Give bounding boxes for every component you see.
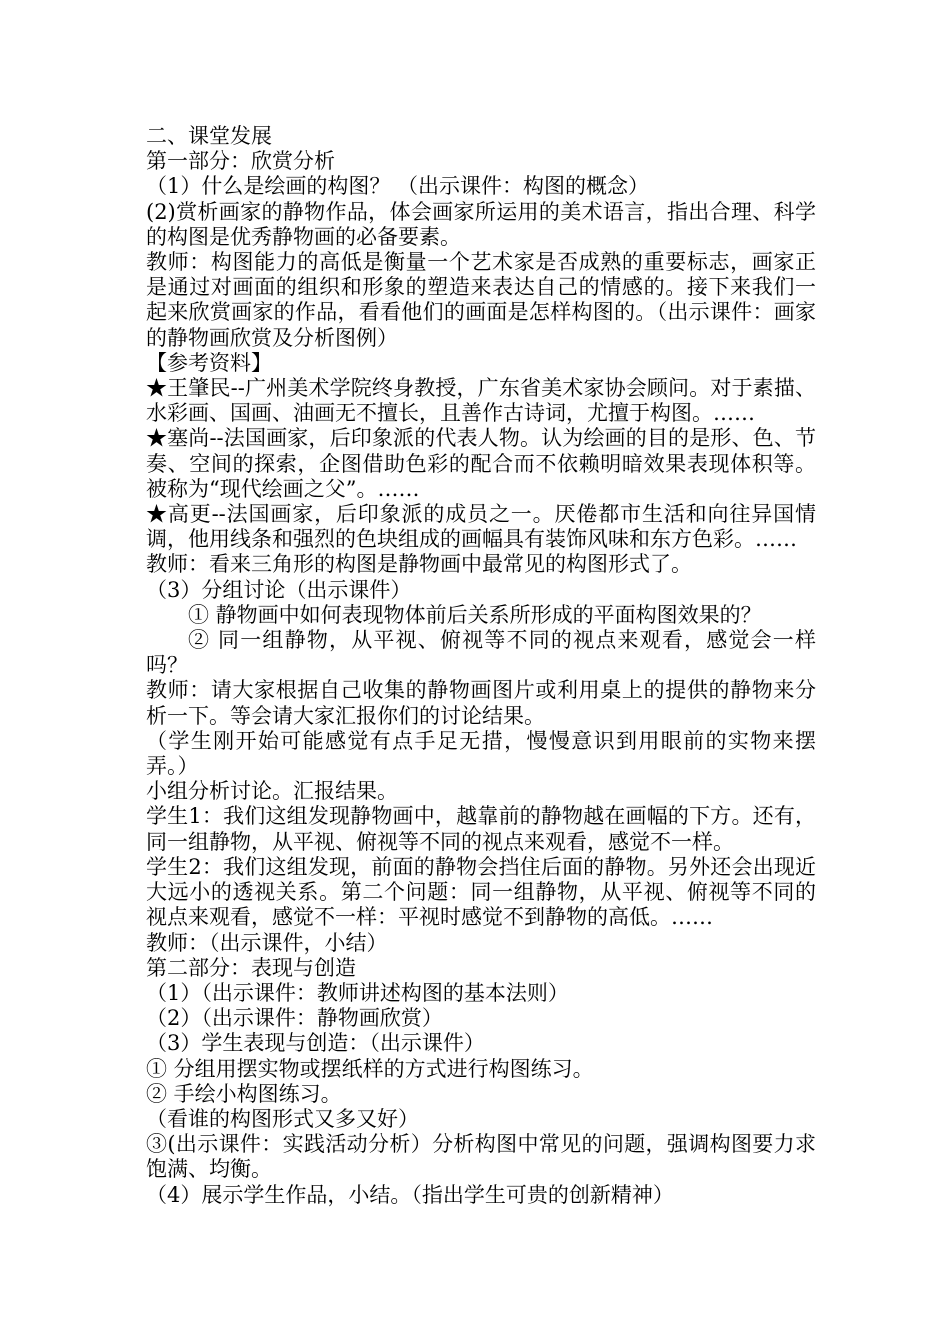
paragraph: (2)赏析画家的静物作品，体会画家所运用的美术语言，指出合理、科学的构图是优秀静物画的必备要素。	[146, 199, 816, 249]
document-page	[146, 124, 816, 1208]
paragraph: （学生刚开始可能感觉有点手足无措，慢慢意识到用眼前的实物来摆弄。）	[146, 728, 816, 779]
reference-item: ★王肇民--广州美术学院终身教授，广东省美术家协会顾问。对于素描、水彩画、国画、油画无不擅长，且善作古诗词，尤擅于构图。……	[146, 376, 816, 426]
paragraph: 小组分析讨论。汇报结果。	[146, 779, 398, 804]
part-heading: 第一部分：欣赏分析	[146, 149, 335, 174]
list-item: ② 手绘小构图练习。	[146, 1081, 342, 1106]
list-item: ③(出示课件：实践活动分析）分析构图中常见的问题，强调构图要力求饱满、均衡。	[146, 1132, 816, 1182]
paragraph: （3）分组讨论（出示课件）	[146, 577, 412, 602]
paragraph: 学生2：我们这组发现，前面的静物会挡住后面的静物。另外还会出现近大远小的透视关系。第二个问题：同一组静物，从平视、俯视等不同的视点来观看，感觉不一样：平视时感觉不到静物的高低。……	[146, 854, 816, 930]
paragraph: （1）什么是绘画的构图？ （出示课件：构图的概念）	[146, 174, 650, 199]
paragraph: （4）展示学生作品，小结。（指出学生可贵的创新精神）	[146, 1182, 674, 1207]
paragraph: （1）（出示课件：教师讲述构图的基本法则）	[146, 980, 569, 1005]
paragraph: 学生1：我们这组发现静物画中，越靠前的静物越在画幅的下方。还有，同一组静物，从平视、俯视等不同的视点来观看，感觉不一样。	[146, 804, 816, 854]
paragraph: （3）学生表现与创造：（出示课件）	[146, 1031, 485, 1056]
paragraph: 教师：构图能力的高低是衡量一个艺术家是否成熟的重要标志，画家正是通过对画面的组织和形象的塑造来表达自己的情感的。接下来我们一起来欣赏画家的作品，看看他们的画面是怎样构图的。（出示课件：画家的静物画欣赏及分析图例）	[146, 250, 816, 350]
reference-item: ★高更--法国画家，后印象派的成员之一。厌倦都市生活和向往异国情调，他用线条和强烈的色块组成的画幅具有装饰风味和东方色彩。……	[146, 502, 816, 552]
discussion-question: ② 同一组静物，从平视、俯视等不同的视点来观看，感觉会一样吗？	[146, 628, 816, 678]
list-item: ① 分组用摆实物或摆纸样的方式进行构图练习。	[146, 1056, 594, 1081]
paragraph: 教师：请大家根据自己收集的静物画图片或利用桌上的提供的静物来分析一下。等会请大家汇报你们的讨论结果。	[146, 678, 816, 728]
discussion-question: ① 静物画中如何表现物体前后关系所形成的平面构图效果的？	[188, 602, 762, 627]
reference-heading: 【参考资料】	[146, 350, 272, 375]
paragraph: （2）（出示课件：静物画欣赏）	[146, 1006, 443, 1031]
paragraph: （看谁的构图形式又多又好）	[146, 1106, 419, 1131]
paragraph: 教师：（出示课件，小结）	[146, 930, 388, 955]
section-heading: 二、课堂发展	[146, 124, 272, 148]
paragraph: 教师：看来三角形的构图是静物画中最常见的构图形式了。	[146, 552, 692, 577]
part-heading: 第二部分：表现与创造	[146, 955, 356, 980]
reference-item: ★塞尚--法国画家，后印象派的代表人物。认为绘画的目的是形、色、节奏、空间的探索，企图借助色彩的配合而不依赖明暗效果表现体积等。被称为“现代绘画之父”。……	[146, 426, 816, 501]
